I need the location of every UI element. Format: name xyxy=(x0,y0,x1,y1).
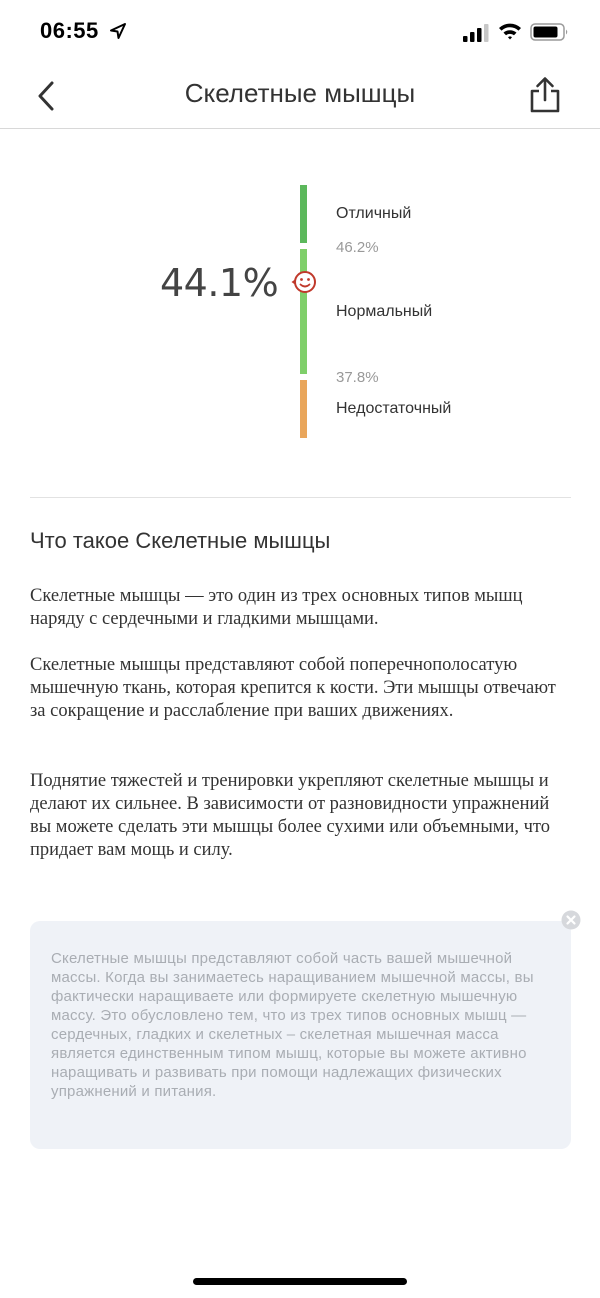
gauge-segment-low xyxy=(300,380,307,438)
nav-bar xyxy=(0,64,600,129)
cellular-signal-icon xyxy=(463,24,489,42)
page-title: Скелетные мышцы xyxy=(184,78,416,108)
divider xyxy=(30,497,571,498)
wifi-icon xyxy=(498,21,522,41)
article-paragraph: Поднятие тяжестей и тренировки укрепляют скелетные мышцы и делают их сильнее. В зависимости от разновидности упражнений вы можете сделать эти мышцы более сухими или объемными, что придает вам мощь и силу. xyxy=(30,771,551,860)
muscle-gauge xyxy=(0,128,600,498)
threshold-upper: 46.2% xyxy=(336,239,379,256)
share-button[interactable] xyxy=(528,76,562,114)
gauge-value: 44.1% xyxy=(160,261,279,305)
article-paragraph: Скелетные мышцы — это один из трех основных типов мышц наряду с сердечными и гладкими мышцами. xyxy=(30,586,523,629)
location-arrow-icon xyxy=(109,22,127,40)
info-card-text: Скелетные мышцы представляют собой часть вашей мышечной массы. Когда вы занимаетесь наращиванием мышечной массы, вы фактически наращиваете или формируете скелетную мышечную массу. Это обусловлено тем, что из трех типов основных мышц — сердечных, гладких и скелетных – скелетная мышечная масса является единственным типом мышц, которые вы можете активно наращивать и развивать при помощи надлежащих физических упражнений и питания. xyxy=(51,950,534,1100)
info-card xyxy=(30,921,571,1149)
level-label-low: Недостаточный xyxy=(336,400,452,417)
status-time: 06:55 xyxy=(40,18,99,43)
level-label-excellent: Отличный xyxy=(336,205,412,222)
battery-icon xyxy=(530,22,570,42)
level-label-normal: Нормальный xyxy=(336,303,433,320)
close-button[interactable] xyxy=(561,910,581,930)
article-paragraph: Скелетные мышцы представляют собой поперечнополосатую мышечную ткань, которая крепится к кости. Эти мышцы отвечают за сокращение и расслабление при ваших движениях. xyxy=(30,655,556,721)
section-heading: Что такое Скелетные мышцы xyxy=(30,528,331,553)
home-indicator xyxy=(193,1278,407,1285)
smiley-face-icon xyxy=(288,267,318,297)
gauge-segment-excellent xyxy=(300,185,307,243)
threshold-lower: 37.8% xyxy=(336,369,379,386)
status-bar xyxy=(0,0,600,64)
